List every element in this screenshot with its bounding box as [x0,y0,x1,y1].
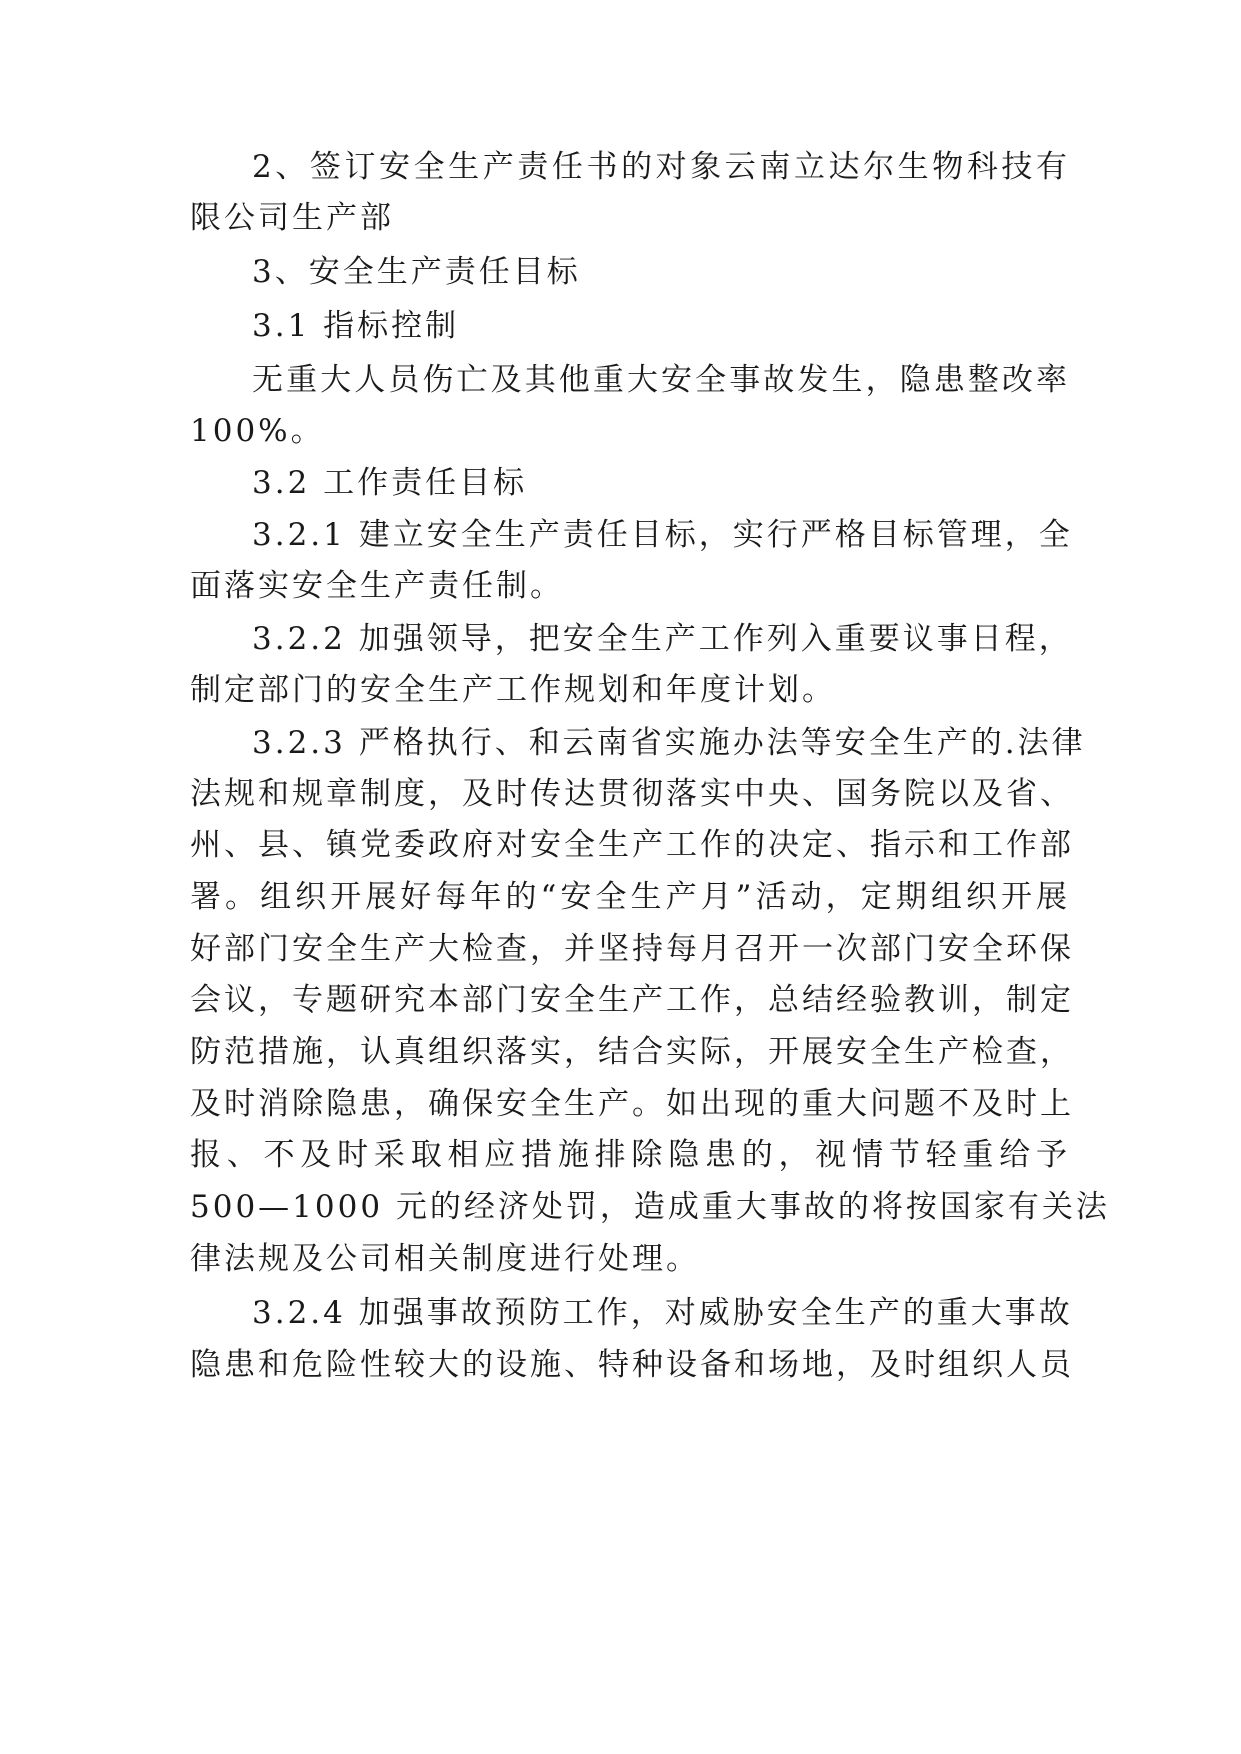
section-heading: 3、安全生产责任目标 [252,254,581,290]
text-line: 报、不及时采取相应措施排除隐患的，视情节轻重给予 [190,1137,1070,1173]
text-line: 制定部门的安全生产工作规划和年度计划。 [190,672,836,708]
text-line: 无重大人员伤亡及其他重大安全事故发生，隐患整改率 [252,362,1070,398]
text-line: 会议，专题研究本部门安全生产工作，总结经验教训，制定 [190,982,1074,1018]
text-line: 及时消除隐患，确保安全生产。如出现的重大问题不及时上 [190,1086,1074,1122]
text-line: 3.2.2 加强领导，把安全生产工作列入重要议事日程， [252,621,1073,657]
text-line: 限公司生产部 [190,200,394,236]
text-line: 500—1000 元的经济处罚，造成重大事故的将按国家有关法 [190,1189,1110,1225]
text-line: 州、县、镇党委政府对安全生产工作的决定、指示和工作部 [190,827,1074,863]
text-line: 防范措施，认真组织落实，结合实际，开展安全生产检查， [190,1034,1074,1070]
text-line: 2、签订安全生产责任书的对象云南立达尔生物科技有 [252,149,1070,185]
text-line: 面落实安全生产责任制。 [190,568,564,604]
text-line: 法规和规章制度，及时传达贯彻落实中央、国务院以及省、 [190,776,1074,812]
text-line: 隐患和危险性较大的设施、特种设备和场地，及时组织人员 [190,1347,1074,1383]
text-line: 3.2.4 加强事故预防工作，对威胁安全生产的重大事故 [252,1295,1073,1331]
subsection-heading: 3.1 指标控制 [252,308,460,344]
text-line: 律法规及公司相关制度进行处理。 [190,1241,700,1277]
text-line: 署。组织开展好每年的“安全生产月”活动，定期组织开展 [190,879,1070,915]
text-line: 3.2.1 建立安全生产责任目标，实行严格目标管理，全 [252,517,1073,553]
subsection-heading: 3.2 工作责任目标 [252,465,528,501]
text-line: 100%。 [190,413,325,449]
text-line: 3.2.3 严格执行、和云南省实施办法等安全生产的.法律 [252,725,1086,761]
text-line: 好部门安全生产大检查，并坚持每月召开一次部门安全环保 [190,931,1074,967]
